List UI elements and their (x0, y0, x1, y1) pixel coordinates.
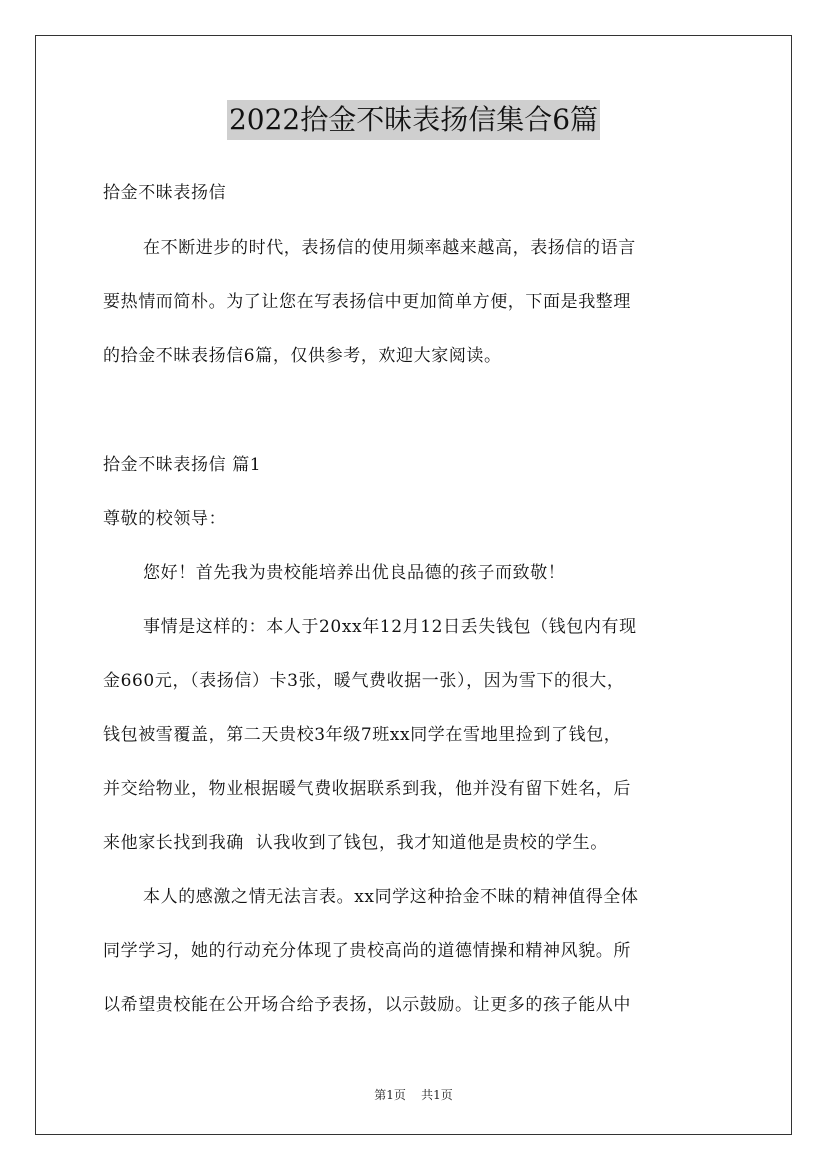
heading-praise-letter: 拾金不昧表扬信 (103, 183, 227, 203)
body-line-5: 并交给物业，物业根据暖气费收据联系到我，他并没有留下姓名，后 (103, 779, 631, 799)
body-line-4: 钱包被雪覆盖，第二天贵校3年级7班xx同学在雪地里捡到了钱包， (103, 725, 622, 745)
body-line-1: 您好！首先我为贵校能培养出优良品德的孩子而致敬！ (143, 563, 566, 583)
body-line-3: 金660元，（表扬信）卡3张，暖气费收据一张），因为雪下的很大， (103, 671, 625, 691)
body-line-9: 以希望贵校能在公开场合给予表扬，以示鼓励。让更多的孩子能从中 (103, 995, 631, 1015)
body-line-7: 本人的感激之情无法言表。xx同学这种拾金不昧的精神值得全体 (143, 887, 639, 907)
section-heading: 拾金不昧表扬信 篇1 (103, 455, 262, 475)
intro-line-3: 的拾金不昧表扬信6篇，仅供参考，欢迎大家阅读。 (103, 346, 502, 366)
body-line-8: 同学学习，她的行动充分体现了贵校高尚的道德情操和精神风貌。所 (103, 941, 631, 961)
page-number: 第1页 (374, 1088, 406, 1102)
body-line-2: 事情是这样的：本人于20xx年12月12日丢失钱包（钱包内有现 (143, 617, 637, 637)
intro-line-1: 在不断进步的时代，表扬信的使用频率越来越高，表扬信的语言 (143, 238, 636, 258)
body-line-6: 来他家长找到我确 认我收到了钱包，我才知道他是贵校的学生。 (103, 833, 608, 853)
page-footer (0, 1086, 827, 1103)
total-pages: 共1页 (421, 1088, 453, 1102)
document-title: 2022拾金不昧表扬信集合6篇 (227, 100, 600, 140)
intro-line-2: 要热情而简朴。为了让您在写表扬信中更加简单方便，下面是我整理 (103, 292, 631, 312)
salutation: 尊敬的校领导： (103, 509, 227, 529)
